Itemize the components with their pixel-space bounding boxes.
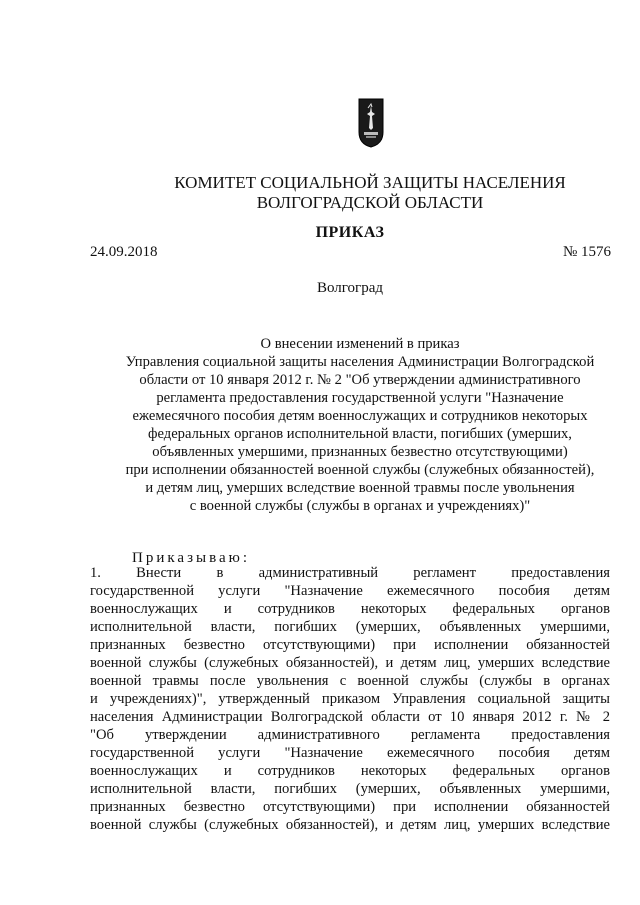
body-line: и учреждениях)", утвержденный приказом Управления социальной защиты (90, 691, 610, 707)
body-line: "Об утверждении административного регламента предоставления (90, 727, 610, 743)
document-number: № 1576 (562, 244, 611, 260)
subject-line: и детям лиц, умерших вследствие военной травмы после увольнения (145, 480, 575, 496)
subject-line: при исполнении обязанностей военной службы (служебных обязанностей), (125, 462, 595, 478)
document-date: 24.09.2018 (90, 244, 158, 260)
body-line: военной службы (служебных обязанностей), и детям лиц, умерших вследствие (90, 655, 610, 671)
body-line: военной травмы после увольнения с военной службы (службы в органах (90, 673, 610, 689)
body-line: признанных безвестно отсутствующими) при исполнении обязанностей (90, 637, 610, 653)
document-subject (100, 335, 620, 515)
subject-line: О внесении изменений в приказ (260, 336, 460, 352)
subject-line: области от 10 января 2012 г. № 2 "Об утверждении административного (139, 372, 581, 388)
subject-line: объявленных умершими, признанных безвестно отсутствующими) (152, 444, 568, 460)
subject-line: федеральных органов исполнительной власти, погибших (умерших, (148, 426, 572, 442)
subject-line: с военной службы (службы в органах и учреждениях)" (189, 498, 531, 514)
organization-name-line-2: ВОЛГОГРАДСКОЙ ОБЛАСТИ (256, 193, 484, 212)
coat-of-arms-icon (358, 98, 384, 148)
document-body (90, 564, 610, 834)
body-line: населения Администрации Волгоградской области от 10 января 2012 г. № 2 (90, 709, 610, 725)
body-line: исполнительной власти, погибших (умерших, объявленных умершими, (90, 781, 610, 797)
organization-name-line-1: КОМИТЕТ СОЦИАЛЬНОЙ ЗАЩИТЫ НАСЕЛЕНИЯ (174, 173, 566, 192)
body-line: военной службы (служебных обязанностей), и детям лиц, умерших вследствие (90, 817, 610, 833)
order-directive: Приказываю: (132, 550, 250, 566)
subject-line: Управления социальной защиты населения Администрации Волгоградской (125, 354, 595, 370)
subject-line: ежемесячного пособия детям военнослужащих и сотрудников некоторых (132, 408, 588, 424)
body-line: государственной услуги "Назначение ежемесячного пособия детям (90, 583, 610, 599)
body-line: военнослужащих и сотрудников некоторых федеральных органов (90, 763, 610, 779)
body-line: 1. Внести в административный регламент предоставления (90, 565, 610, 581)
document-type: ПРИКАЗ (315, 224, 385, 241)
subject-line: регламента предоставления государственной услуги "Назначение (156, 390, 564, 406)
body-line: признанных безвестно отсутствующими) при исполнении обязанностей (90, 799, 610, 815)
body-line: государственной услуги "Назначение ежемесячного пособия детям (90, 745, 610, 761)
body-line: исполнительной власти, погибших (умерших, объявленных умершими, (90, 619, 610, 635)
body-line: военнослужащих и сотрудников некоторых федеральных органов (90, 601, 610, 617)
document-city: Волгоград (316, 280, 383, 296)
